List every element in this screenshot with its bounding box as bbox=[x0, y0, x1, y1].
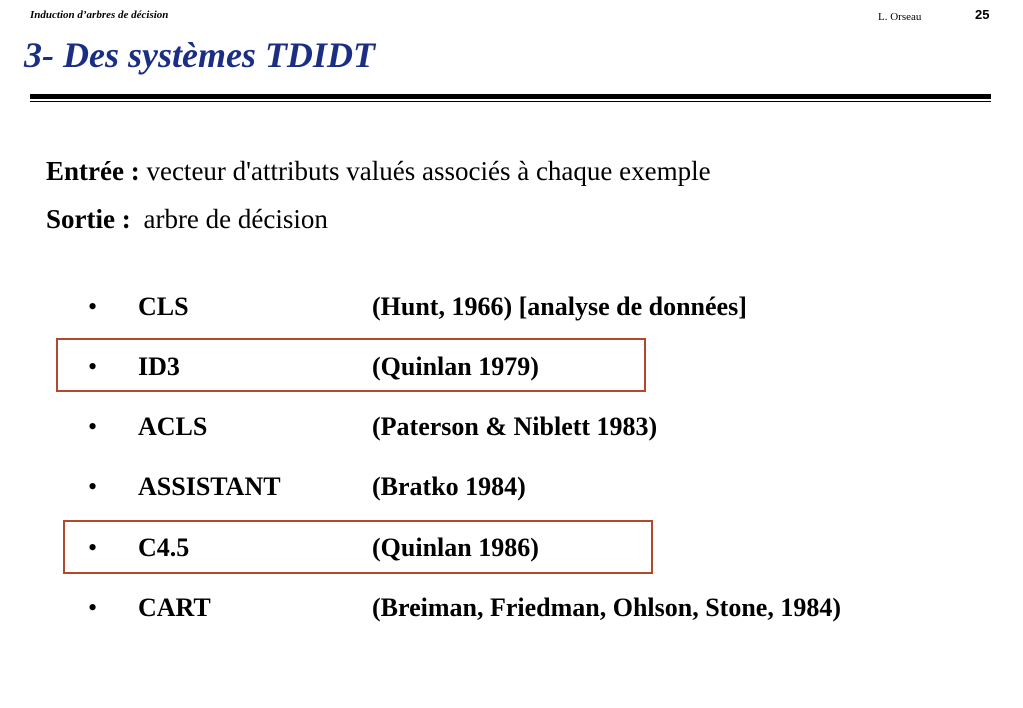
system-name: CLS bbox=[138, 292, 189, 321]
system-item-cls bbox=[0, 292, 1023, 328]
system-reference: (Paterson & Niblett 1983) bbox=[372, 412, 658, 441]
input-label: Entrée : bbox=[46, 156, 140, 186]
system-reference: (Breiman, Friedman, Ohlson, Stone, 1984) bbox=[372, 593, 841, 622]
output-label: Sortie : bbox=[46, 204, 131, 234]
author-name: L. Orseau bbox=[878, 11, 922, 23]
system-reference: (Quinlan 1986) bbox=[372, 533, 539, 562]
system-name: CART bbox=[138, 593, 211, 622]
bullet: • bbox=[88, 352, 98, 381]
system-name: ASSISTANT bbox=[138, 472, 281, 501]
slide-title: 3- Des systèmes TDIDT bbox=[24, 35, 375, 75]
output-line bbox=[46, 204, 328, 235]
input-text: vecteur d'attributs valués associés à chaque exemple bbox=[146, 156, 711, 186]
system-item-cart bbox=[0, 593, 1023, 629]
system-name: ID3 bbox=[138, 352, 180, 381]
title-rule-thick bbox=[30, 94, 991, 99]
system-name: C4.5 bbox=[138, 533, 190, 562]
title-rule-thin bbox=[30, 101, 991, 102]
output-text: arbre de décision bbox=[143, 204, 328, 234]
system-item-assistant bbox=[0, 472, 1023, 508]
input-line bbox=[46, 156, 711, 187]
system-item-id3 bbox=[0, 352, 1023, 388]
system-item-acls bbox=[0, 412, 1023, 448]
system-reference: (Bratko 1984) bbox=[372, 472, 526, 501]
bullet: • bbox=[88, 292, 98, 321]
system-name: ACLS bbox=[138, 412, 208, 441]
bullet: • bbox=[88, 593, 98, 622]
system-reference: (Hunt, 1966) [analyse de données] bbox=[372, 292, 747, 321]
bullet: • bbox=[88, 412, 98, 441]
page-number: 25 bbox=[975, 7, 990, 22]
course-title: Induction d’arbres de décision bbox=[30, 9, 169, 21]
system-item-c45 bbox=[0, 533, 1023, 569]
system-reference: (Quinlan 1979) bbox=[372, 352, 539, 381]
bullet: • bbox=[88, 533, 98, 562]
bullet: • bbox=[88, 472, 98, 501]
